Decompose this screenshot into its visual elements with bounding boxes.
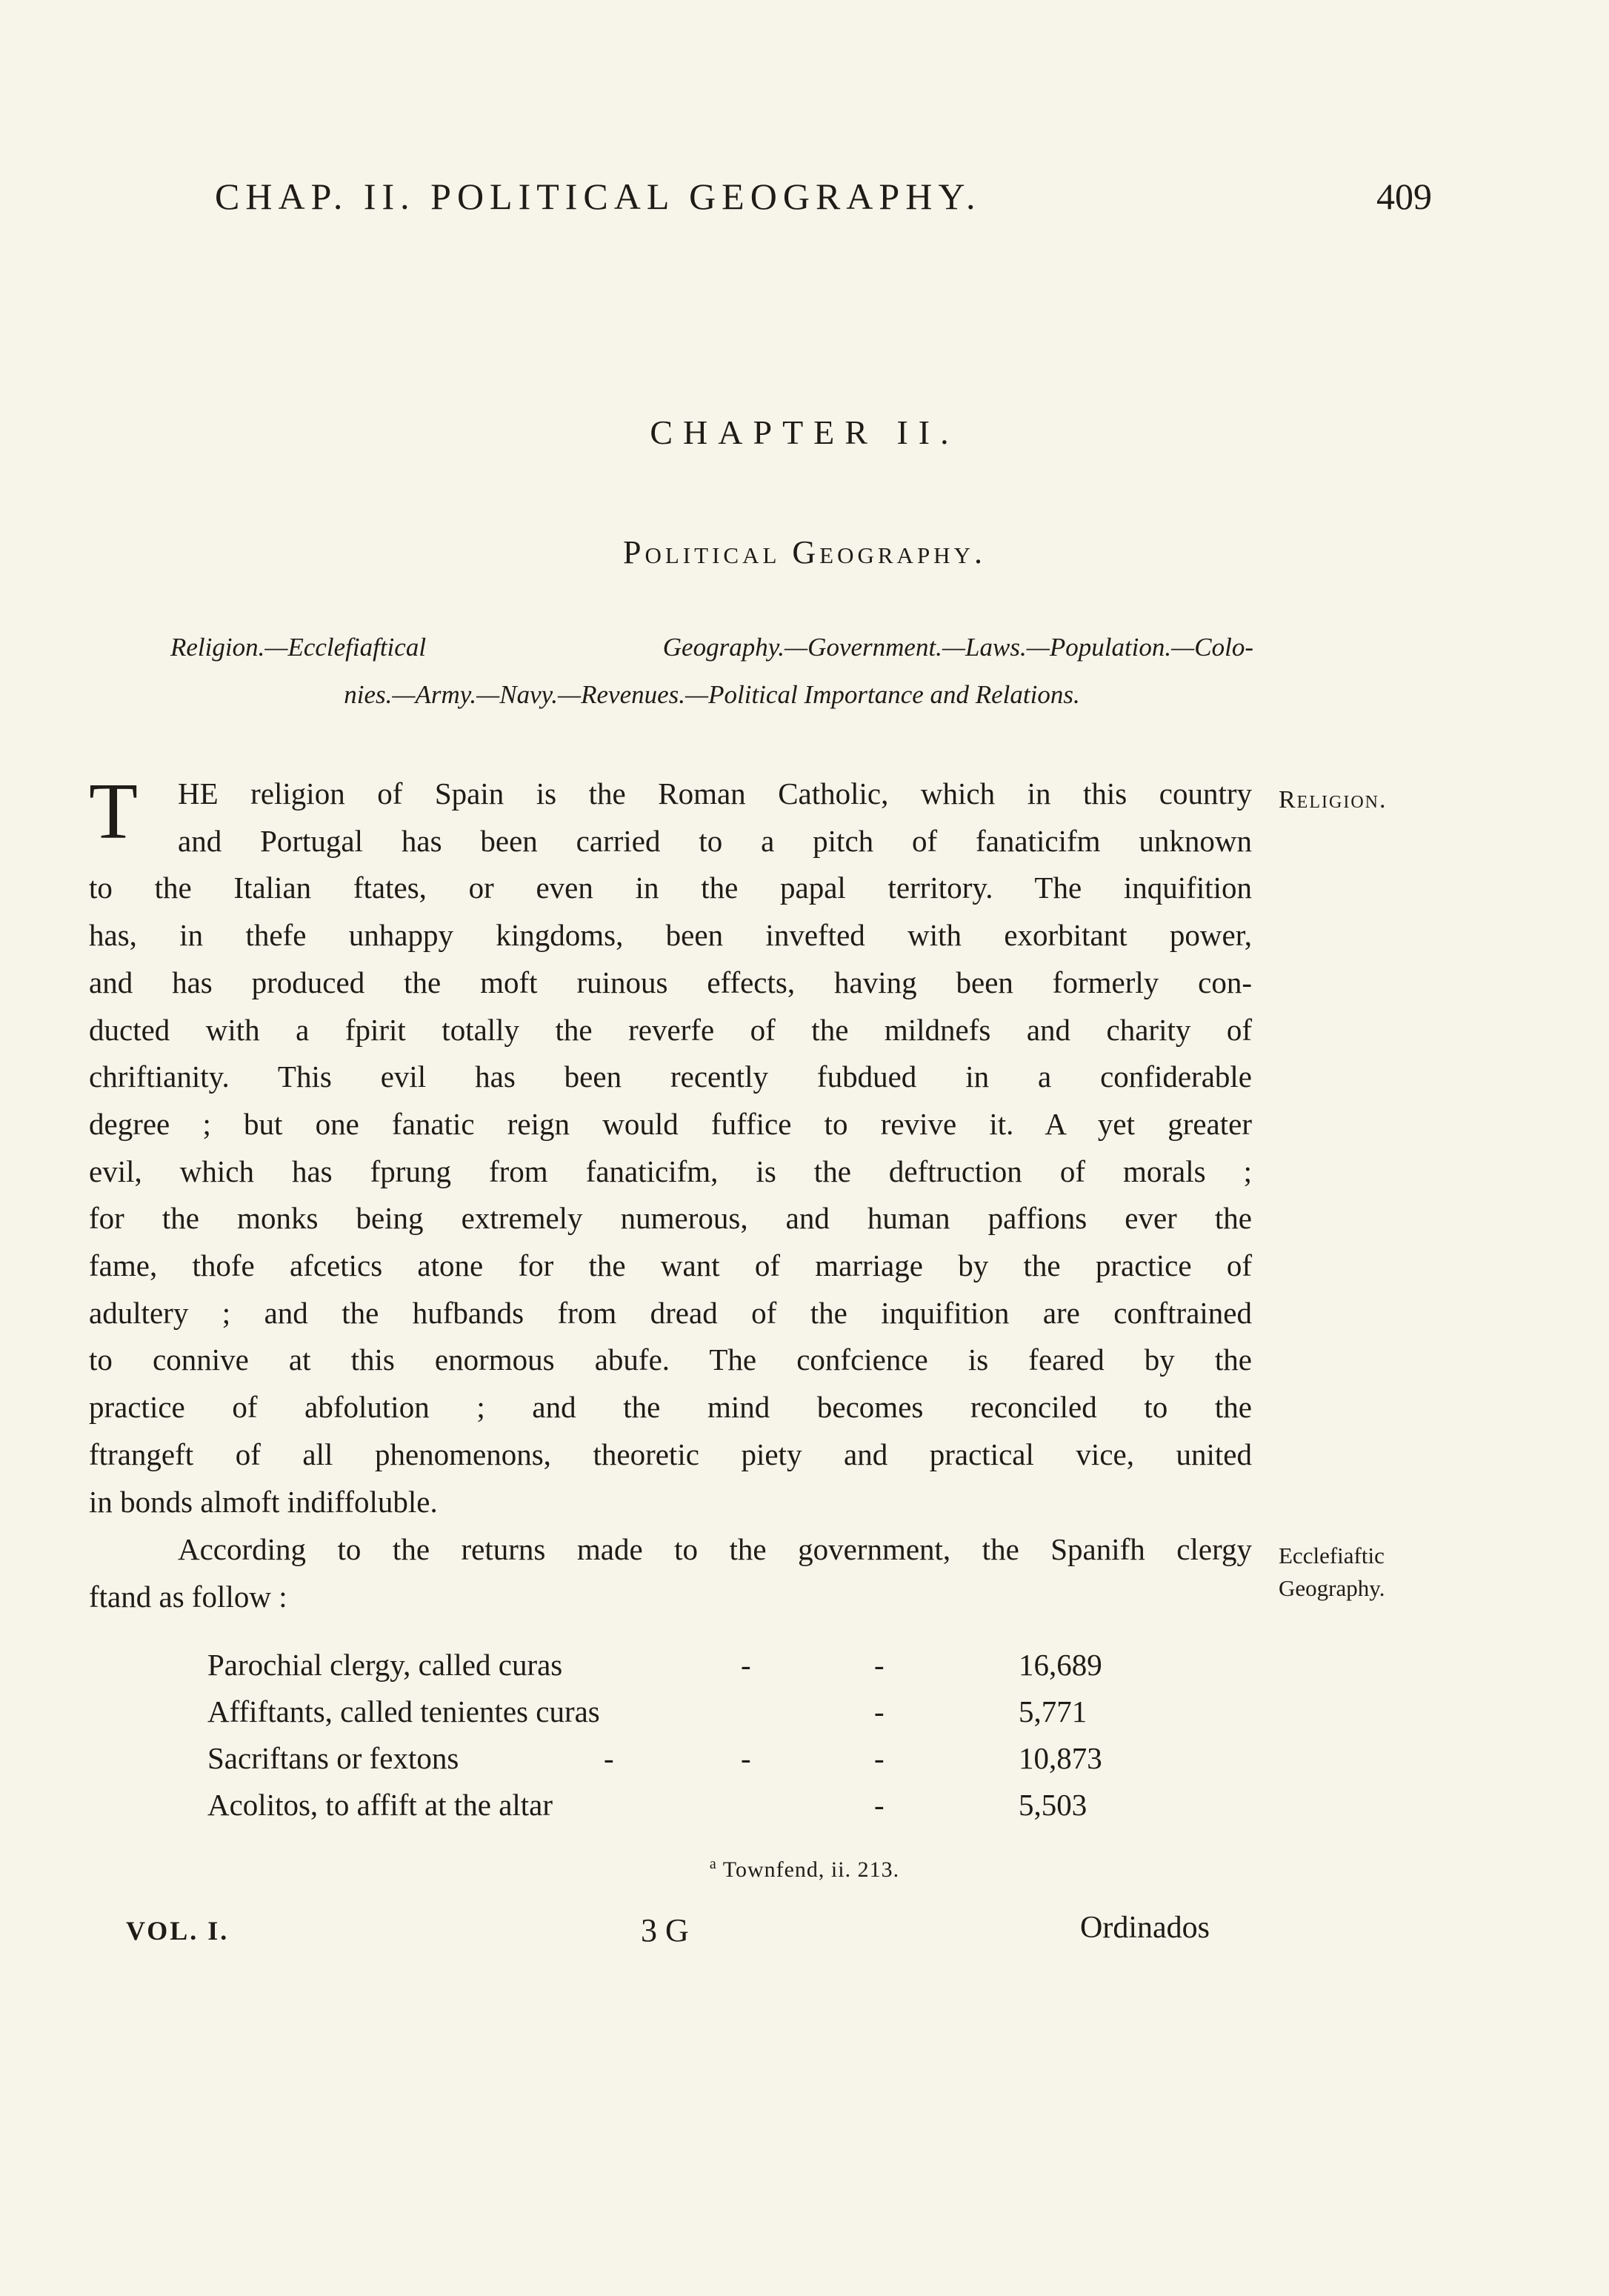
chapter-heading: CHAPTER II. bbox=[650, 413, 959, 451]
text-line: chriftianity. This evil has been recently fubdued in a confiderable bbox=[89, 1059, 1252, 1094]
synopsis-line: Religion.—Ecclefiaftical Geography.—Government.—Laws.—Population.—Colo- bbox=[170, 633, 1253, 662]
drop-cap: T bbox=[89, 768, 138, 856]
clergy-count: 5,503 bbox=[1019, 1788, 1087, 1822]
leader-dash: - bbox=[741, 1741, 751, 1775]
footnote-marker: a bbox=[709, 1856, 717, 1872]
text-line: ducted with a fpirit totally the reverfe of the mildnefs and charity of bbox=[89, 1012, 1252, 1047]
text-line: to connive at this enormous abufe. The confcience is feared by the bbox=[89, 1342, 1252, 1377]
clergy-label: Acolitos, to affift at the altar bbox=[207, 1788, 553, 1822]
text-line: According to the returns made to the government, the Spanifh clergy bbox=[178, 1532, 1252, 1566]
text-line: ftrangeft of all phenomenons, theoretic piety and practical vice, united bbox=[89, 1437, 1252, 1471]
leader-dash: - bbox=[604, 1741, 614, 1775]
text-line: to the Italian ftates, or even in the papal territory. The inquifition bbox=[89, 871, 1252, 905]
margin-note-ecclesiastic-geography bbox=[1279, 1540, 1449, 1605]
volume-label: VOL. I. bbox=[126, 1916, 230, 1946]
text-line: has, in thefe unhappy kingdoms, been invefted with exorbitant power, bbox=[89, 918, 1252, 953]
clergy-label: Affiftants, called tenientes curas bbox=[207, 1694, 600, 1728]
text-line: ftand as follow : bbox=[89, 1579, 287, 1614]
text-line: degree ; but one fanatic reign would fuffice to revive it. A yet greater bbox=[89, 1106, 1252, 1141]
clergy-table bbox=[207, 1642, 1207, 1829]
margin-note-line: Geography. bbox=[1279, 1575, 1385, 1601]
catchword: Ordinados bbox=[1080, 1911, 1210, 1945]
section-title: Political Geography. bbox=[623, 534, 986, 570]
clergy-count: 5,771 bbox=[1019, 1694, 1087, 1728]
clergy-count: 16,689 bbox=[1019, 1648, 1102, 1682]
text-line: in bonds almoft indiffoluble. bbox=[89, 1484, 438, 1519]
footnote-text: Townfend, ii. 213. bbox=[716, 1857, 900, 1882]
clergy-label: Parochial clergy, called curas bbox=[207, 1648, 563, 1682]
chapter-synopsis bbox=[170, 624, 1253, 719]
text-line: HE religion of Spain is the Roman Catholic, which in this country bbox=[178, 776, 1252, 811]
paragraph-clergy bbox=[89, 1526, 1252, 1620]
leader-dash: - bbox=[874, 1741, 885, 1775]
leader-dash: - bbox=[741, 1648, 751, 1682]
clergy-label: Sacriftans or fextons bbox=[207, 1741, 459, 1775]
text-line: evil, which has fprung from fanaticifm, is the deftruction of morals ; bbox=[89, 1154, 1252, 1188]
synopsis-line: nies.—Army.—Navy.—Revenues.—Political Importance and Relations. bbox=[344, 680, 1080, 709]
paragraph-religion bbox=[89, 768, 1252, 1525]
text-line: and Portugal has been carried to a pitch of fanaticifm unknown bbox=[178, 823, 1252, 858]
text-line: and has produced the moft ruinous effects, having been formerly con- bbox=[89, 965, 1252, 999]
page-number: 409 bbox=[1376, 176, 1432, 217]
signature-mark: 3 G bbox=[641, 1912, 689, 1949]
text-line: for the monks being extremely numerous, and human paffions ever the bbox=[89, 1201, 1252, 1236]
clergy-row bbox=[207, 1642, 1207, 1688]
margin-note-religion: Religion. bbox=[1279, 786, 1388, 813]
clergy-row bbox=[207, 1688, 1207, 1735]
leader-dash: - bbox=[874, 1694, 885, 1728]
footnote bbox=[0, 1856, 1609, 1883]
leader-dash: - bbox=[874, 1788, 885, 1822]
running-head: CHAP. II. POLITICAL GEOGRAPHY. bbox=[215, 176, 982, 217]
leader-dash: - bbox=[874, 1648, 885, 1682]
clergy-count: 10,873 bbox=[1019, 1741, 1102, 1775]
text-line: fame, thofe afcetics atone for the want of marriage by the practice of bbox=[89, 1248, 1252, 1283]
clergy-row bbox=[207, 1782, 1207, 1829]
clergy-row bbox=[207, 1735, 1207, 1782]
text-line: adultery ; and the hufbands from dread of the inquifition are conftrained bbox=[89, 1295, 1252, 1330]
text-line: practice of abfolution ; and the mind becomes reconciled to the bbox=[89, 1390, 1252, 1425]
margin-note-line: Ecclefiaftic bbox=[1279, 1543, 1385, 1568]
